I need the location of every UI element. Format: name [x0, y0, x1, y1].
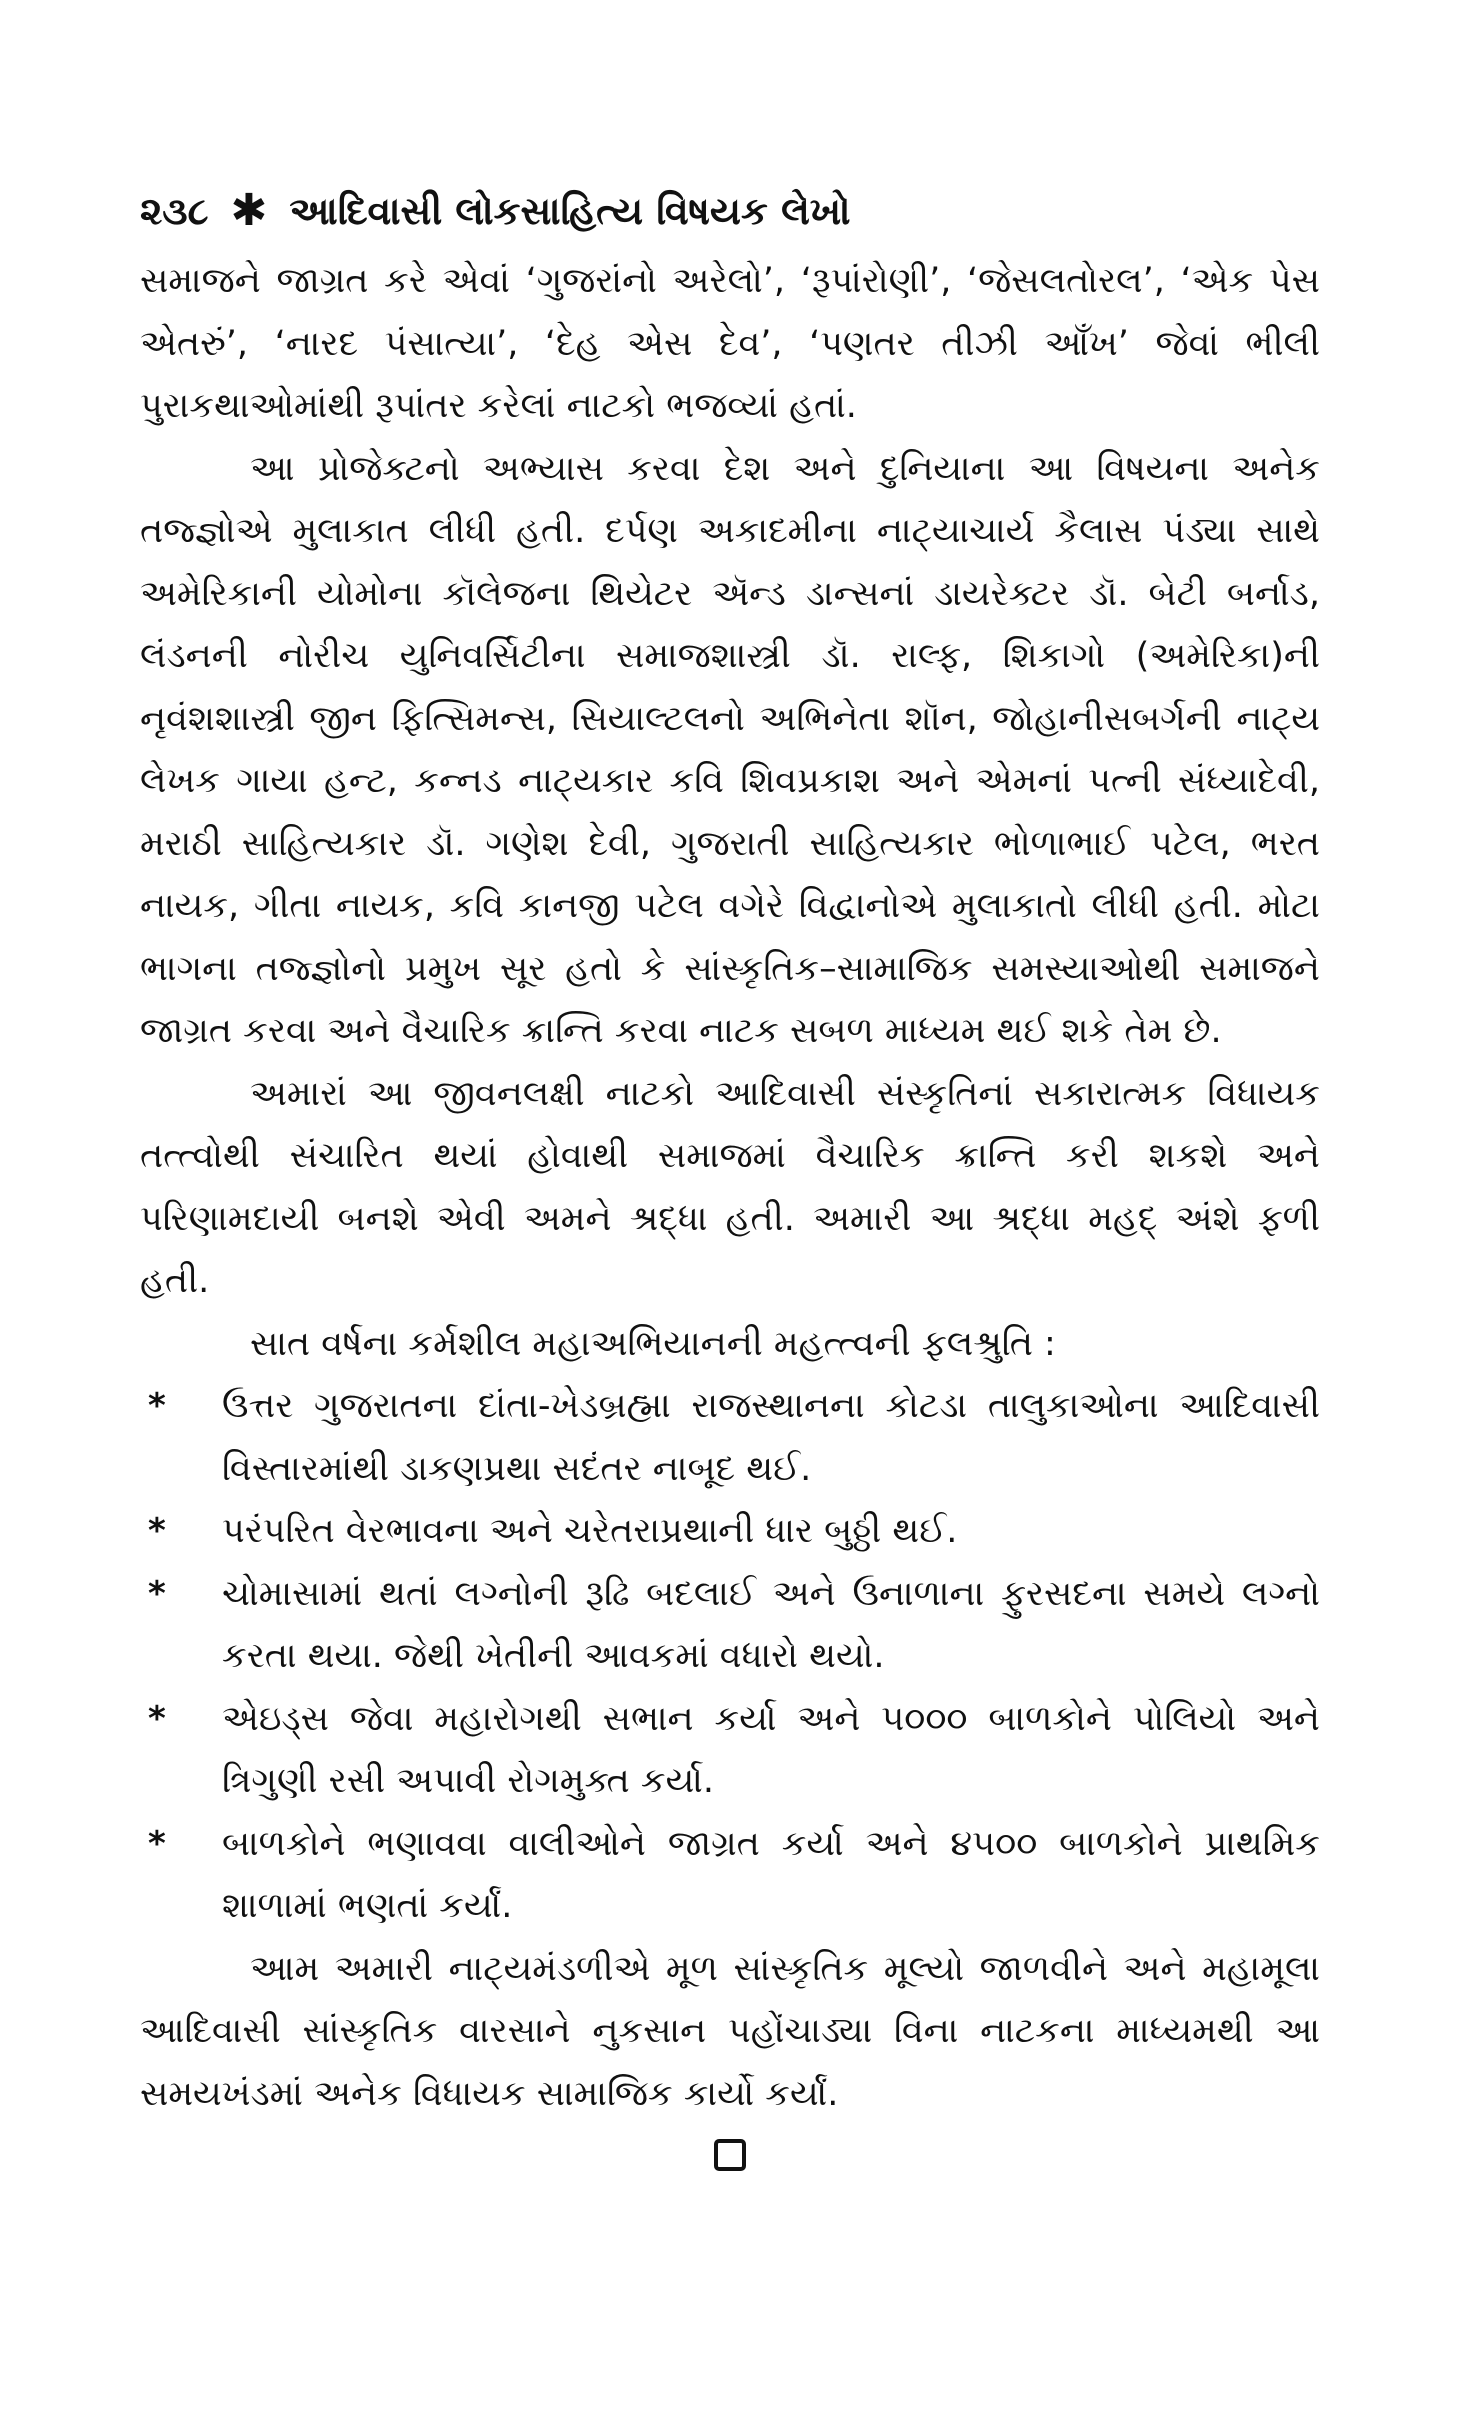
list-item-text: પરંપરિત વેરભાવના અને ચરેતરાપ્રથાની ધાર બુઠ્ઠી થઈ. [222, 1511, 958, 1551]
list-item-text: બાળકોને ભણાવવા વાલીઓને જાગ્રત કર્યા અને ૪૫૦૦ બાળકોને પ્રાથમિક શાળામાં ભણતાં કર્યાં. [222, 1823, 1320, 1926]
square-end-mark-icon [714, 2139, 746, 2171]
bullet-icon: * [148, 1823, 166, 1864]
list-item-text: એઇડ્સ જેવા મહારોગથી સભાન કર્યા અને ૫૦૦૦ બાળકોને પોલિયો અને ત્રિગુણી રસી અપાવી રોગમુક્ત કર્યા. [222, 1698, 1320, 1801]
paragraph-faith: અમારાં આ જીવનલક્ષી નાટકો આદિવાસી સંસ્કૃતિનાં સકારાત્મક વિધાયક તત્ત્વોથી સંચારિત થયાં હોવાથી સમાજમાં વૈચારિક ક્રાન્તિ કરી શકશે અને પરિણામદાયી બનશે એવી અમને શ્રદ્ધા હતી. અમારી આ શ્રદ્ધા મહદ્ અંશે ફળી હતી. [140, 1073, 1320, 1301]
book-page [140, 180, 1320, 2179]
list-item [140, 1813, 1320, 1938]
paragraph-experts: આ પ્રોજેક્ટનો અભ્યાસ કરવા દેશ અને દુનિયાના આ વિષયના અનેક તજ્જ્ઞોએ મુલાકાત લીધી હતી. દર્પણ અકાદમીના નાટ્યાચાર્ય કૈલાસ પંડ્યા સાથે અમેરિકાની યોમોના કૉલેજના થિયેટર ઍન્ડ ડાન્સનાં ડાયરેક્ટર ડૉ. બેટી બર્નાડ, લંડનની નોરીચ યુનિવર્સિટીના સમાજશાસ્ત્રી ડૉ. રાલ્ફ, શિકાગો (અમેરિકા)ની નૃવંશશાસ્ત્રી જીન ફિત્સિમન્સ, સિયાલ્ટલનો અભિનેતા શૉન, જોહાનીસબર્ગની નાટ્ય લેખક ગાયા હન્ટ, કન્નડ નાટ્યકાર કવિ શિવપ્રકાશ અને એમનાં પત્ની સંધ્યાદેવી, મરાઠી સાહિત્યકાર ડૉ. ગણેશ દેવી, ગુજરાતી સાહિત્યકાર ભોળાભાઈ પટેલ, ભરત નાયક, ગીતા નાયક, કવિ કાનજી પટેલ વગેરે વિદ્વાનોએ મુલાકાતો લીધી હતી. મોટા ભાગના તજ્જ્ઞોનો પ્રમુખ સૂર હતો કે સાંસ્કૃતિક–સામાજિક સમસ્યાઓથી સમાજને જાગ્રત કરવા અને વૈચારિક ક્રાન્તિ કરવા નાટક સબળ માધ્યમ થઈ શકે તેમ છે. [140, 448, 1320, 1051]
list-item-text: ઉત્તર ગુજરાતના દાંતા-ખેડબ્રહ્મા રાજસ્થાનના કોટડા તાલુકાઓના આદિવાસી વિસ્તારમાંથી ડાકણપ્રથા સદંતર નાબૂદ થઈ. [222, 1386, 1320, 1489]
bullet-icon: * [148, 1511, 166, 1551]
list-item [140, 1375, 1320, 1500]
star-separator-icon: ✱ [230, 185, 268, 236]
outcomes-list [140, 1375, 1320, 1938]
bullet-icon: * [148, 1698, 166, 1739]
paragraph-closing: આમ અમારી નાટ્યમંડળીએ મૂળ સાંસ્કૃતિક મૂલ્યો જાળવીને અને મહામૂલા આદિવાસી સાંસ્કૃતિક વારસાને નુકસાન પહોંચાડ્યા વિના નાટકના માધ્યમથી આ સમયખંડમાં અનેક વિધાયક સામાજિક કાર્યો કર્યાં. [140, 1948, 1320, 2114]
list-item [140, 1688, 1320, 1813]
bullet-icon: * [148, 1573, 166, 1614]
bullet-icon: * [148, 1386, 166, 1426]
running-header [140, 180, 1320, 242]
paragraph-outcomes-intro: સાત વર્ષના કર્મશીલ મહાઅભિયાનની મહત્ત્વની ફલશ્રુતિ : [250, 1323, 1056, 1364]
book-title: આદિવાસી લોકસાહિત્ય વિષયક લેખો [289, 188, 851, 233]
page-number: ૨૩૮ [140, 188, 209, 233]
list-item-text: ચોમાસામાં થતાં લગ્નોની રૂઢિ બદલાઈ અને ઉનાળાના ફુરસદના સમયે લગ્નો કરતા થયા. જેથી ખેતીની આવકમાં વધારો થયો. [222, 1573, 1320, 1676]
paragraph-continued: સમાજને જાગ્રત કરે એવાં ‘ગુજરાંનો અરેલો’, ‘રૂપાંરોણી’, ‘જેસલતોરલ’, ‘એક પેસ એતરું’, ‘નારદ પંસાત્યા’, ‘દેહ એસ દેવ’, ‘પણતર તીઝી આઁખ’ જેવાં ભીલી પુરાકથાઓમાંથી રૂપાંતર કરેલાં નાટકો ભજવ્યાં હતાં. [140, 261, 1320, 426]
list-item [140, 1563, 1320, 1688]
list-item [140, 1500, 1320, 1563]
end-mark [140, 2139, 1320, 2179]
